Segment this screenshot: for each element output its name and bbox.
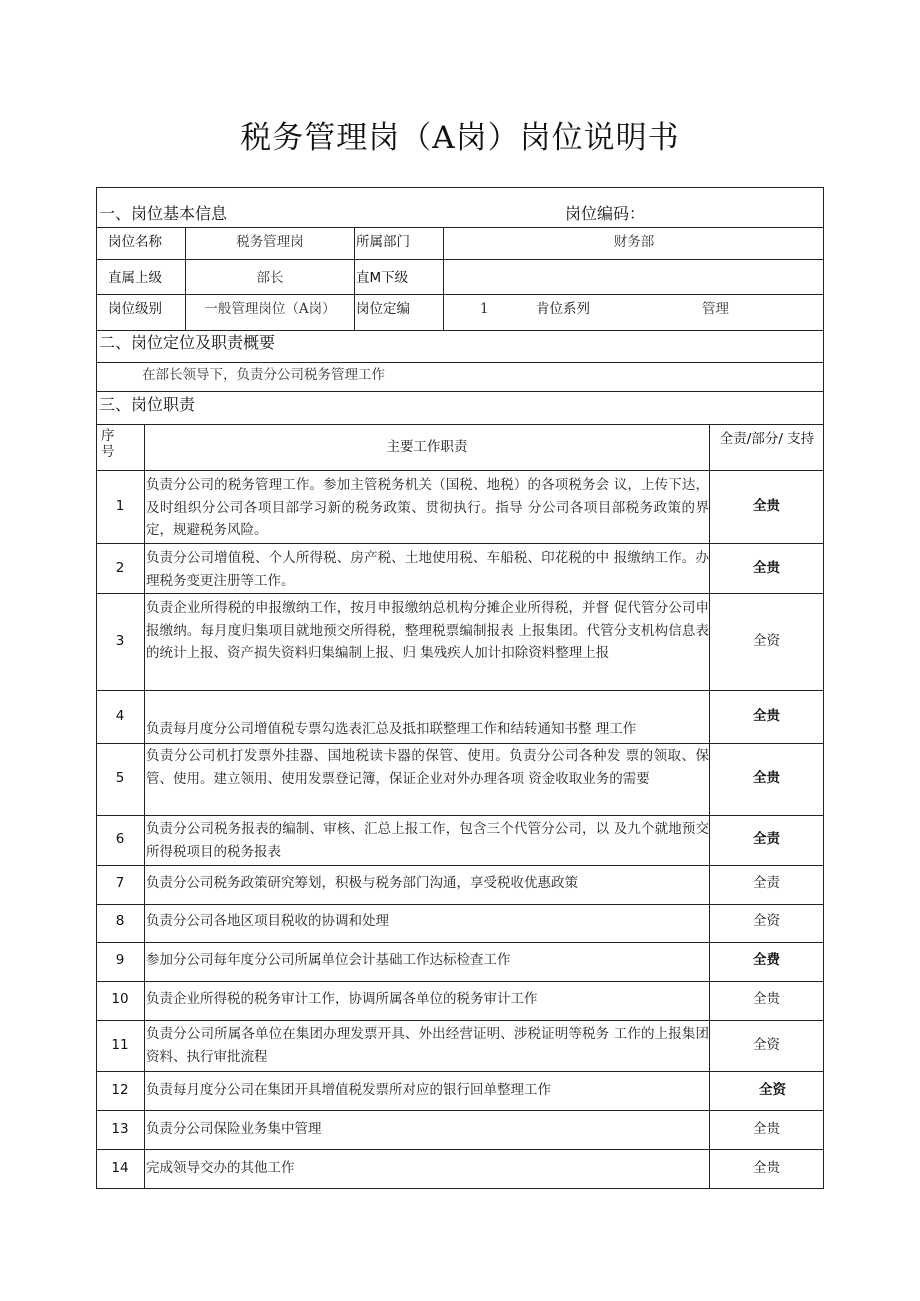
- duty-no: 2: [115, 560, 125, 576]
- duty-responsibility: 全资: [753, 1037, 780, 1053]
- duty-no: 9: [115, 952, 125, 968]
- duty-responsibility: 全贵: [753, 1160, 780, 1176]
- duty-text: 参加分公司每年度分公司所属单位会计基础工作达标检查工作: [146, 952, 511, 968]
- position-name-value: 税务管理岗: [236, 234, 304, 250]
- section-duties-title: 三、岗位职责: [99, 395, 196, 414]
- row-divider: [96, 1071, 824, 1072]
- supervisor-value: 部长: [256, 270, 284, 286]
- row-divider: [96, 815, 824, 816]
- position-series-label: 肯位系列: [536, 301, 590, 317]
- duty-no: 12: [111, 1082, 129, 1098]
- duty-responsibility: 全贵: [753, 708, 780, 724]
- column-divider: [709, 424, 710, 1189]
- position-code-label: 岗位编码：: [565, 204, 646, 223]
- duty-responsibility: 全贵: [753, 991, 780, 1007]
- duty-responsibility: 全贵: [753, 1121, 780, 1137]
- duty-text: 负责分公司各地区项目税收的协调和处理: [146, 913, 389, 929]
- header-duty: 主要工作职责: [386, 439, 468, 455]
- duty-text: 负责每月度分公司增值税专票勾选表汇总及抵扣联整理工作和结转通知书整 理工作: [146, 721, 637, 737]
- duty-text: 负责企业所得税的税务审计工作，协调所属各单位的税务审计工作: [146, 991, 538, 1007]
- duty-text: 负责分公司税务政策研究筹划，积极与税务部门沟通，享受税收优惠政策: [146, 875, 578, 891]
- page-title: 税务管理岗（A岗）岗位说明书: [240, 120, 680, 156]
- duty-text: 负责分公司机打发票外挂器、国地税读卡器的保管、使用。负责分公司各种发 票的领取、保管、使用。建立领用、使用发票登记簿，保证企业对外办理各项 资金收取业务的需要: [146, 748, 709, 787]
- duty-responsibility: 全资: [759, 1082, 786, 1098]
- duty-text: 负责每月度分公司在集团开具增值税发票所对应的银行回单整理工作: [146, 1082, 551, 1098]
- row-divider: [96, 227, 824, 228]
- header-responsibility: 全责/部分/ 支持: [719, 431, 815, 447]
- duty-responsibility: 全资: [753, 913, 780, 929]
- duty-no: 3: [115, 633, 125, 649]
- duty-responsibility: 全责: [753, 831, 780, 847]
- department-value: 财务部: [613, 234, 655, 250]
- row-divider: [96, 362, 824, 363]
- row-divider: [96, 981, 824, 982]
- duty-responsibility: 全贵: [753, 770, 780, 786]
- duty-text: 负责分公司的税务管理工作。参加主管税务机关（国税、地税）的各项税务会 议，上传下达，及时组织分公司各项目部学习新的税务政策、贯彻执行。指导 分公司各项目部税务政策的界定，规避税务风险。: [146, 477, 709, 538]
- duty-no: 13: [111, 1121, 129, 1137]
- duty-responsibility: 全贵: [753, 498, 780, 514]
- duty-no: 11: [111, 1037, 129, 1053]
- row-divider: [96, 424, 824, 425]
- duty-responsibility: 全费: [753, 952, 780, 968]
- duty-no: 8: [115, 913, 125, 929]
- positioning-summary: 在部长领导下，负责分公司税务管理工作: [142, 367, 385, 383]
- position-level-label: 岗位级别: [108, 301, 162, 317]
- headcount-value: 1: [480, 301, 489, 317]
- duty-text: 负责分公司增值税、个人所得税、房产税、土地使用税、车船税、印花税的中 报缴纳工作。办理税务变更注册等工作。: [146, 550, 709, 589]
- row-divider: [96, 593, 824, 594]
- duty-text: 完成领导交办的其他工作: [146, 1160, 295, 1176]
- row-divider: [96, 743, 824, 744]
- row-divider: [96, 391, 824, 392]
- duty-text: 负责分公司保险业务集中管理: [146, 1121, 322, 1137]
- column-divider: [144, 424, 145, 1189]
- row-divider: [96, 690, 824, 691]
- position-series-value: 管理: [702, 301, 729, 317]
- position-level-value: 一般管理岗位（A岗）: [204, 301, 336, 317]
- row-divider: [96, 1149, 824, 1150]
- subordinate-label: 直M下级: [356, 270, 409, 286]
- row-divider: [96, 543, 824, 544]
- duty-no: 10: [111, 991, 129, 1007]
- department-label: 所属部门: [356, 234, 410, 250]
- duty-responsibility: 全贵: [753, 560, 780, 576]
- row-divider: [96, 1020, 824, 1021]
- header-no: 序号: [101, 428, 115, 460]
- duty-no: 6: [115, 831, 125, 847]
- duty-no: 7: [115, 875, 125, 891]
- row-divider: [96, 904, 824, 905]
- duty-responsibility: 全责: [753, 875, 780, 891]
- section-positioning-title: 二、岗位定位及职责概要: [99, 333, 276, 352]
- row-divider: [96, 1110, 824, 1111]
- headcount-label: 岗位定编: [356, 301, 410, 317]
- duty-no: 4: [115, 708, 125, 724]
- row-divider: [96, 470, 824, 471]
- duty-no: 14: [111, 1160, 129, 1176]
- duty-no: 1: [115, 498, 125, 514]
- row-divider: [96, 942, 824, 943]
- duty-text: 负责企业所得税的申报缴纳工作，按月申报缴纳总机构分摊企业所得税，并督 促代管分公司申报缴纳。每月度归集项目就地预交所得税，整理税票编制报表 上报集团。代管分支机构信息表的统计上报、资产损失资料归集编制上报、归 集残疾人加计扣除资料整理上报: [146, 600, 709, 661]
- duty-responsibility: 全资: [753, 633, 780, 649]
- supervisor-label: 直属上级: [108, 270, 162, 286]
- section-basic-info-title: 一、岗位基本信息: [99, 204, 228, 223]
- row-divider: [96, 294, 824, 295]
- row-divider: [96, 865, 824, 866]
- duty-no: 5: [115, 770, 125, 786]
- duty-text: 负责分公司税务报表的编制、审核、汇总上报工作，包含三个代管分公司，以 及九个就地预交所得税项目的税务报表: [146, 821, 709, 860]
- duty-text: 负责分公司所属各单位在集团办理发票开具、外出经营证明、涉税证明等税务 工作的上报集团资料、执行审批流程: [146, 1026, 709, 1065]
- column-divider: [354, 227, 355, 330]
- row-divider: [96, 259, 824, 260]
- row-divider: [96, 330, 824, 331]
- position-name-label: 岗位名称: [108, 234, 162, 250]
